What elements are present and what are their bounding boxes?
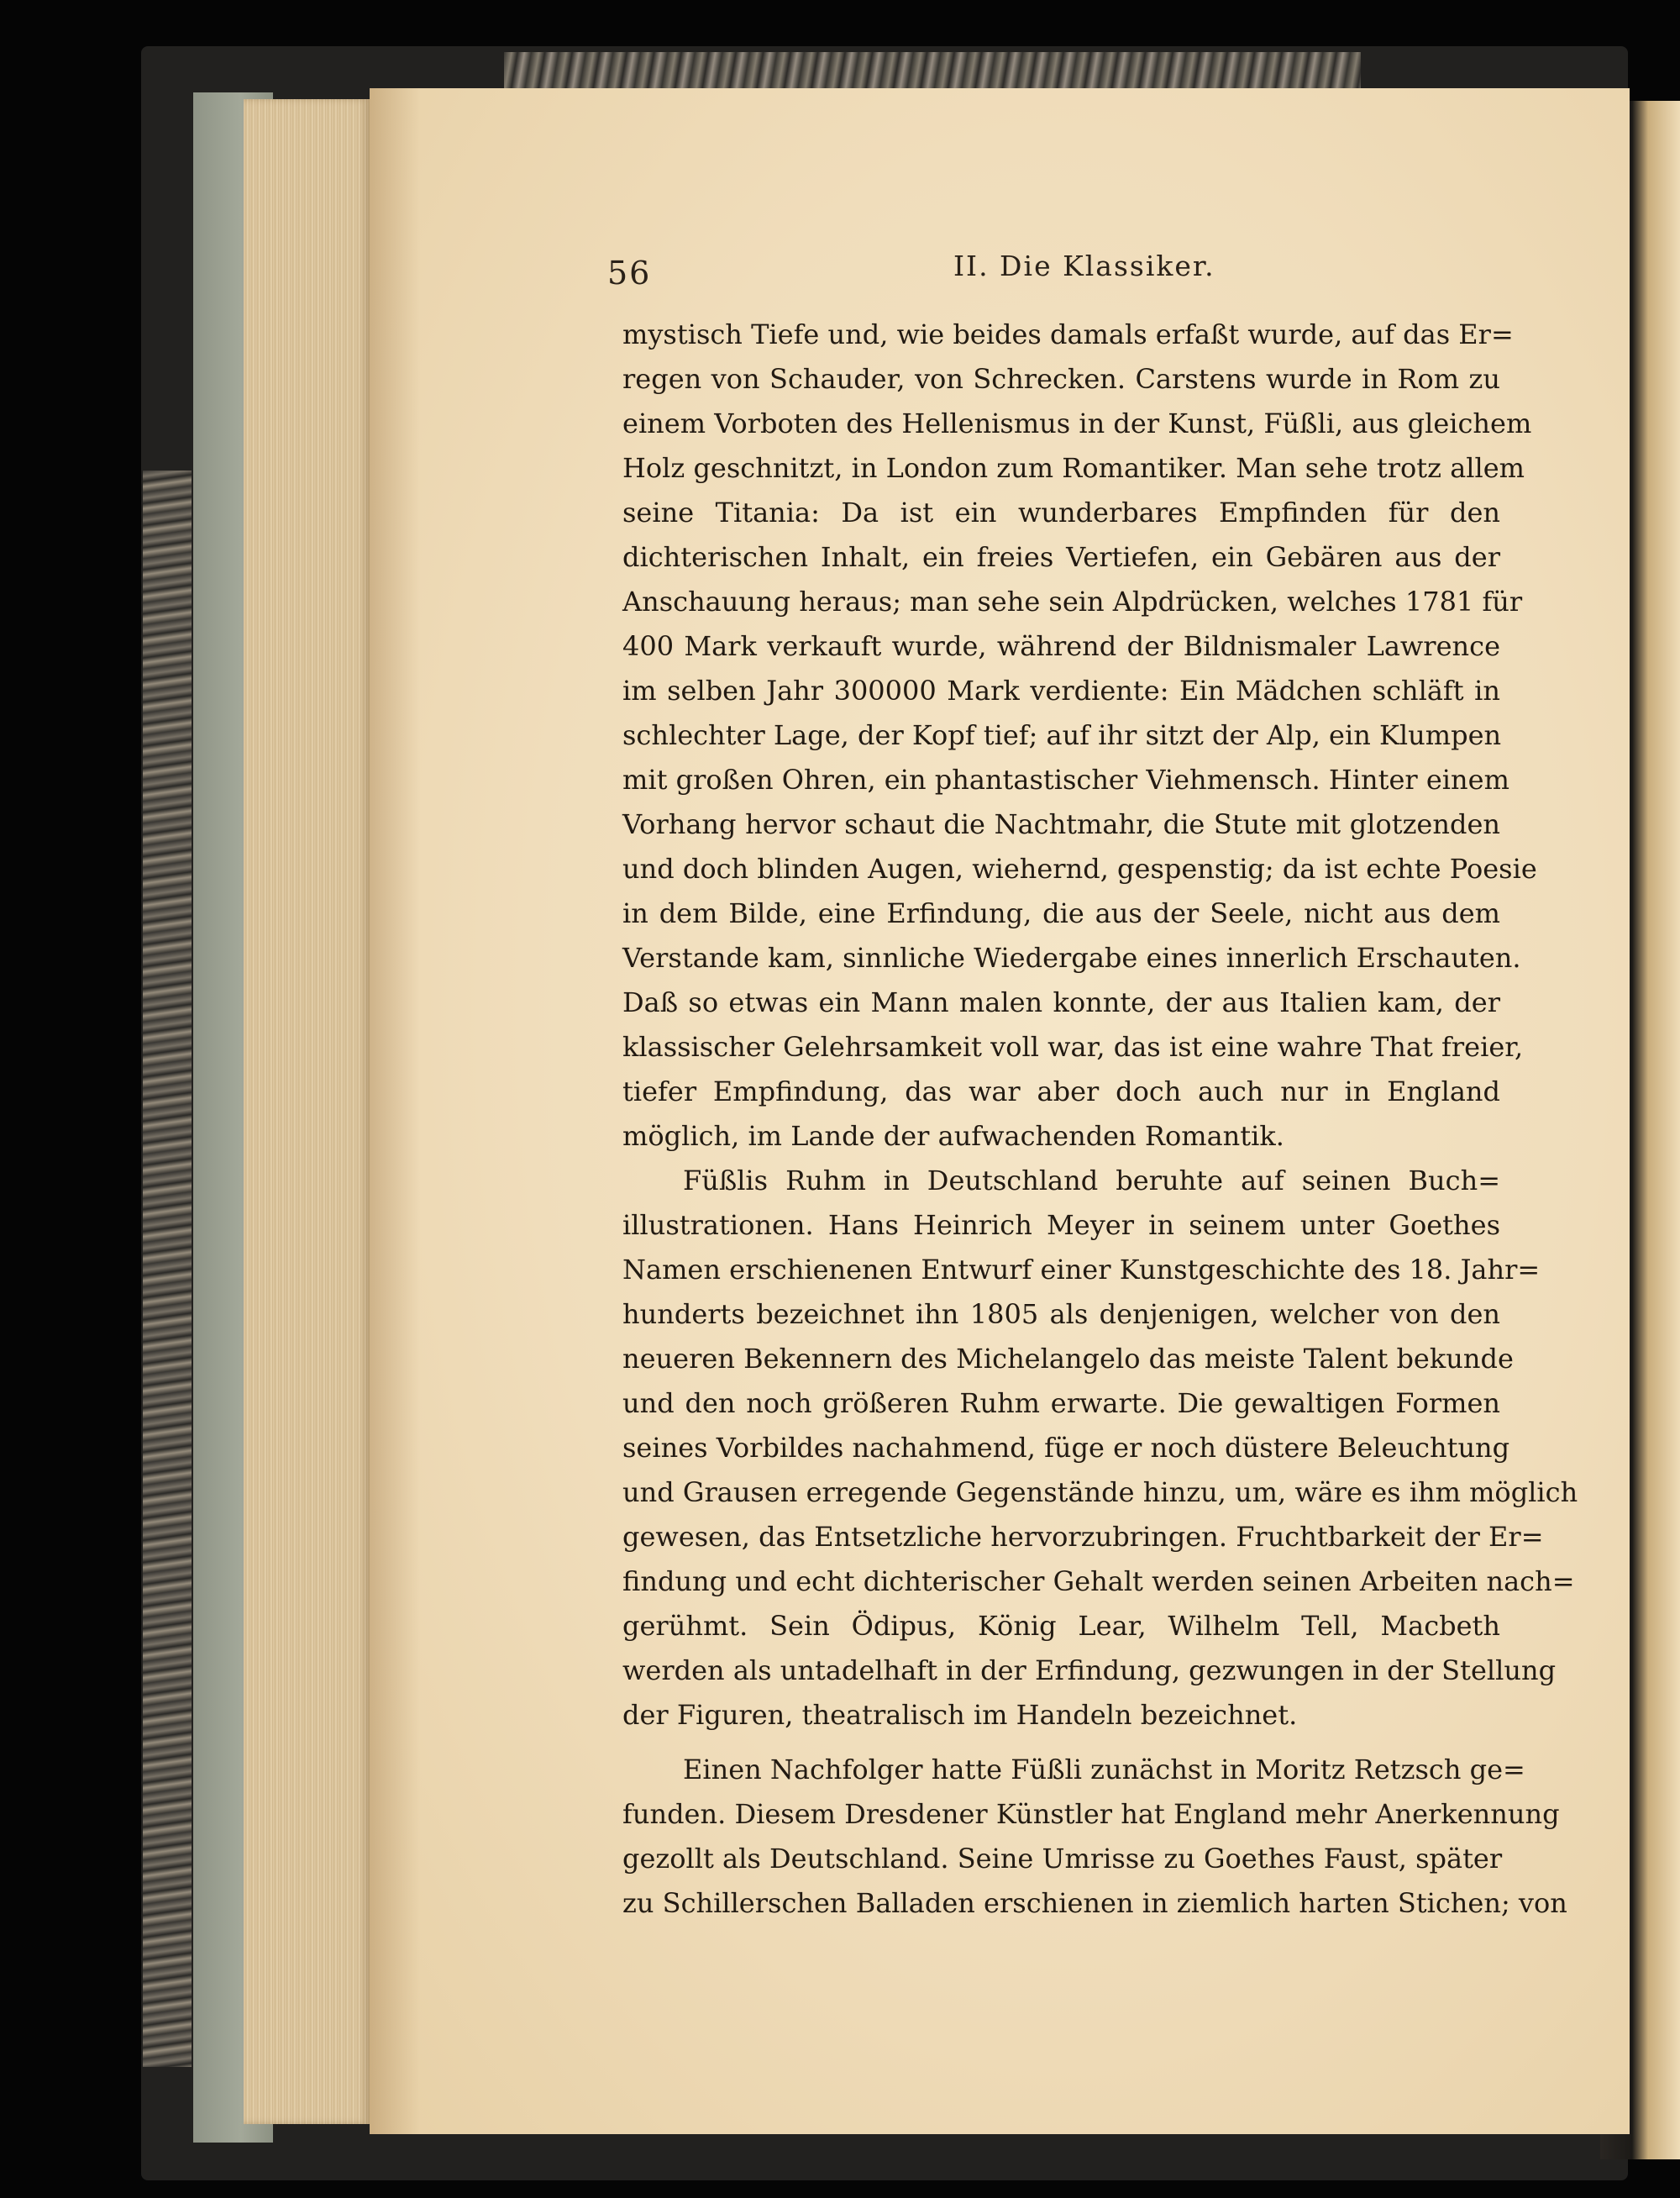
text-line: dichterischen Inhalt, ein freies Vertiefen, ein Gebären aus der — [622, 541, 1500, 573]
text-line: Füßlis Ruhm in Deutschland beruhte auf seinen Buch= — [683, 1165, 1500, 1196]
text-line: und den noch größeren Ruhm erwarte. Die gewaltigen Formen — [622, 1387, 1500, 1419]
text-line: Anschauung heraus; man sehe sein Alpdrücken, welches 1781 für — [622, 586, 1523, 618]
text-line: funden. Diesem Dresdener Künstler hat England mehr Anerkennung — [622, 1798, 1560, 1830]
text-line: tiefer Empfindung, das war aber doch auch nur in England — [622, 1075, 1500, 1107]
text-line: seines Vorbildes nachahmend, füge er noch düstere Beleuchtung — [622, 1432, 1510, 1464]
text-line: Namen erschienenen Entwurf einer Kunstgeschichte des 18. Jahr= — [622, 1254, 1541, 1286]
text-line: illustrationen. Hans Heinrich Meyer in seinem unter Goethes — [622, 1209, 1500, 1241]
text-line: seine Titania: Da ist ein wunderbares Empfinden für den — [622, 497, 1500, 528]
text-line: 400 Mark verkauft wurde, während der Bildnismaler Lawrence — [622, 630, 1500, 662]
page-number: 56 — [607, 255, 652, 292]
text-line: werden als untadelhaft in der Erfindung, gezwungen in der Stellung — [622, 1654, 1557, 1686]
text-line: gewesen, das Entsetzliche hervorzubringen. Fruchtbarkeit der Er= — [622, 1521, 1544, 1553]
text-line: Einen Nachfolger hatte Füßli zunächst in Moritz Retzsch ge= — [683, 1754, 1525, 1785]
text-line: Holz geschnitzt, in London zum Romantiker. Man sehe trotz allem — [622, 452, 1525, 484]
text-line: und Grausen erregende Gegenstände hinzu, um, wäre es ihm möglich — [622, 1476, 1578, 1508]
text-line: mystisch Tiefe und, wie beides damals erfaßt wurde, auf das Er= — [622, 318, 1514, 350]
body-text — [622, 313, 1578, 1926]
text-line: klassischer Gelehrsamkeit voll war, das ist eine wahre That freier, — [622, 1031, 1524, 1063]
text-line: und doch blinden Augen, wiehernd, gespenstig; da ist echte Poesie — [622, 853, 1537, 885]
text-line: Verstande kam, sinnliche Wiedergabe eines innerlich Erschauten. — [622, 942, 1521, 974]
text-line: schlechter Lage, der Kopf tief; auf ihr sitzt der Alp, ein Klumpen — [622, 719, 1502, 751]
text-line: der Figuren, theatralisch im Handeln bezeichnet. — [622, 1699, 1298, 1731]
text-line: regen von Schauder, von Schrecken. Carstens wurde in Rom zu — [622, 363, 1500, 395]
text-line: möglich, im Lande der aufwachenden Romantik. — [622, 1120, 1284, 1152]
text-line: gezollt als Deutschland. Seine Umrisse zu Goethes Faust, später — [622, 1843, 1503, 1875]
text-line: findung und echt dichterischer Gehalt werden seinen Arbeiten nach= — [622, 1565, 1575, 1597]
text-line: einem Vorboten des Hellenismus in der Kunst, Füßli, aus gleichem — [622, 408, 1532, 439]
text-line: in dem Bilde, eine Erfindung, die aus der Seele, nicht aus dem — [622, 897, 1500, 929]
text-line: mit großen Ohren, ein phantastischer Viehmensch. Hinter einem — [622, 764, 1509, 796]
text-line: Vorhang hervor schaut die Nachtmahr, die Stute mit glotzenden — [622, 808, 1500, 840]
running-head: II. Die Klassiker. — [953, 250, 1215, 282]
text-line: hunderts bezeichnet ihn 1805 als denjenigen, welcher von den — [622, 1298, 1500, 1330]
page-edges — [244, 99, 370, 2124]
text-line: Daß so etwas ein Mann malen konnte, der aus Italien kam, der — [622, 986, 1500, 1018]
marbled-cover-edge — [143, 471, 192, 2067]
text-line: zu Schillerschen Balladen erschienen in ziemlich harten Stichen; von — [622, 1887, 1567, 1919]
text-line: gerühmt. Sein Ödipus, König Lear, Wilhelm Tell, Macbeth — [622, 1610, 1500, 1642]
text-line: neueren Bekennern des Michelangelo das meiste Talent bekunde — [622, 1343, 1514, 1375]
text-line: im selben Jahr 300000 Mark verdiente: Ein Mädchen schläft in — [622, 675, 1500, 707]
